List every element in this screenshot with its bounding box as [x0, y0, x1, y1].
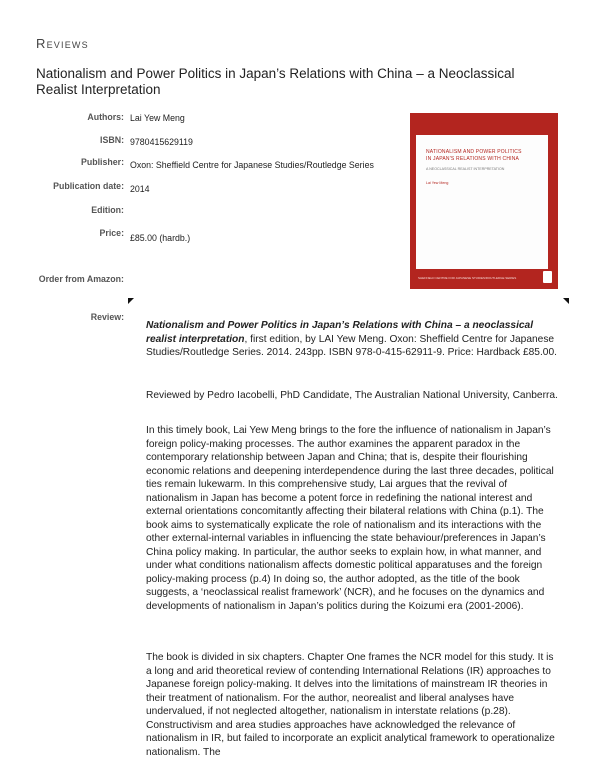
order-from-amazon-label[interactable]: Order from Amazon: [38, 274, 124, 284]
isbn-label: ISBN: [100, 135, 124, 145]
price-label: Price: [99, 228, 124, 238]
review-label: Review: [90, 312, 124, 322]
publication-date-label: Publication date: [53, 181, 124, 191]
cover-author: Lai Yew Meng [426, 181, 449, 185]
citation-details: , first edition, by LAI Yew Meng. Oxon: Sheffield Centre for Japanese Studies/Routledge Series. 2014. 243pp. ISBN 978-0-415-62911-9. Price: Hardback £85.00. [146, 333, 557, 358]
corner-mark-right-icon [563, 298, 569, 304]
edition-label: Edition: [91, 205, 124, 215]
section-heading: Reviews [36, 36, 89, 51]
authors-value: Lai Yew Meng [130, 113, 185, 123]
cover-title-line1: NATIONALISM AND POWER POLITICS [426, 149, 522, 155]
cover-series: SHEFFIELD CENTRE FOR JAPANESE STUDIES/ROUTLEDGE SERIES [418, 276, 517, 280]
publisher-label: Publisher: [80, 157, 124, 167]
corner-mark-left-icon [128, 298, 134, 304]
publisher-value: Oxon: Sheffield Centre for Japanese Studies/Routledge Series [130, 160, 374, 170]
publication-date-value: 2014 [130, 184, 150, 194]
page-title: Nationalism and Power Politics in Japan’s Relations with China – a Neoclassical Realist Interpretation [36, 66, 515, 97]
review-paragraph-2: The book is divided in six chapters. Chapter One frames the NCR model for this study. It is a long and arid theoretical review of contending International Relations (IR) approaches to Japanese foreign policy-making. It delves into the limitations of mainstream IR theories in their treatment of nationalism. For the author, neorealist and liberal analyses have undervalued, if not neglected altogether, nationalism in interstate relations (p.28). Constructivism and area studies approaches have acknowledged the relevance of nationalism in IR, but failed to incorporate an explicit analytical framework to operationalize nationalism. The [146, 652, 555, 758]
price-value: £85.00 (hardb.) [130, 233, 191, 243]
review-paragraph-1: In this timely book, Lai Yew Meng brings to the fore the influence of nationalism in Japan’s foreign policy-making processes. The author examines the apparent paradox in the contemporary relationship between Japan and China; that is, despite their flourishing economic relations and deepening interdependence during the last three decades, political ties remain lukewarm. In this comprehensive study, Lai argues that the revival of nationalism in Japan has become a potent force in redefining the national interest and external orientations concomitantly affecting their bilateral relations with China (p.1). The book aims to systematically explicate the role of nationalism and its interactions with the other external-internal variables in influencing the state behaviour/preferences in Japan’s China policy making. In particular, the author seeks to explain how, in what manner, and under what conditions nationalism affects domestic political apparatuses and the foreign policy-making process (p.4) In doing so, the author adopted, as the title of the book suggests, a ‘neoclassical realist framework’ (NCR), and he focuses on the dynamics and developments of nationalism in Japan’s politics during the Koizumi era (2001-2006). [146, 425, 554, 612]
book-cover-image [410, 113, 558, 289]
cover-panel [416, 135, 548, 269]
publisher-logo-icon [543, 271, 552, 283]
cover-title-line2: IN JAPAN'S RELATIONS WITH CHINA [426, 156, 520, 162]
authors-label: Authors: [87, 112, 124, 122]
reviewer-line: Reviewed by Pedro Iacobelli, PhD Candidate, The Australian National University, Canberra. [146, 390, 558, 401]
citation-title: Nationalism and Power Politics in Japan’s Relations with China – a neoclassical realist interpretation [146, 320, 534, 345]
review-citation [146, 319, 558, 360]
isbn-value: 9780415629119 [130, 137, 193, 147]
cover-subtitle: A NEOCLASSICAL REALIST INTERPRETATION [426, 167, 505, 171]
